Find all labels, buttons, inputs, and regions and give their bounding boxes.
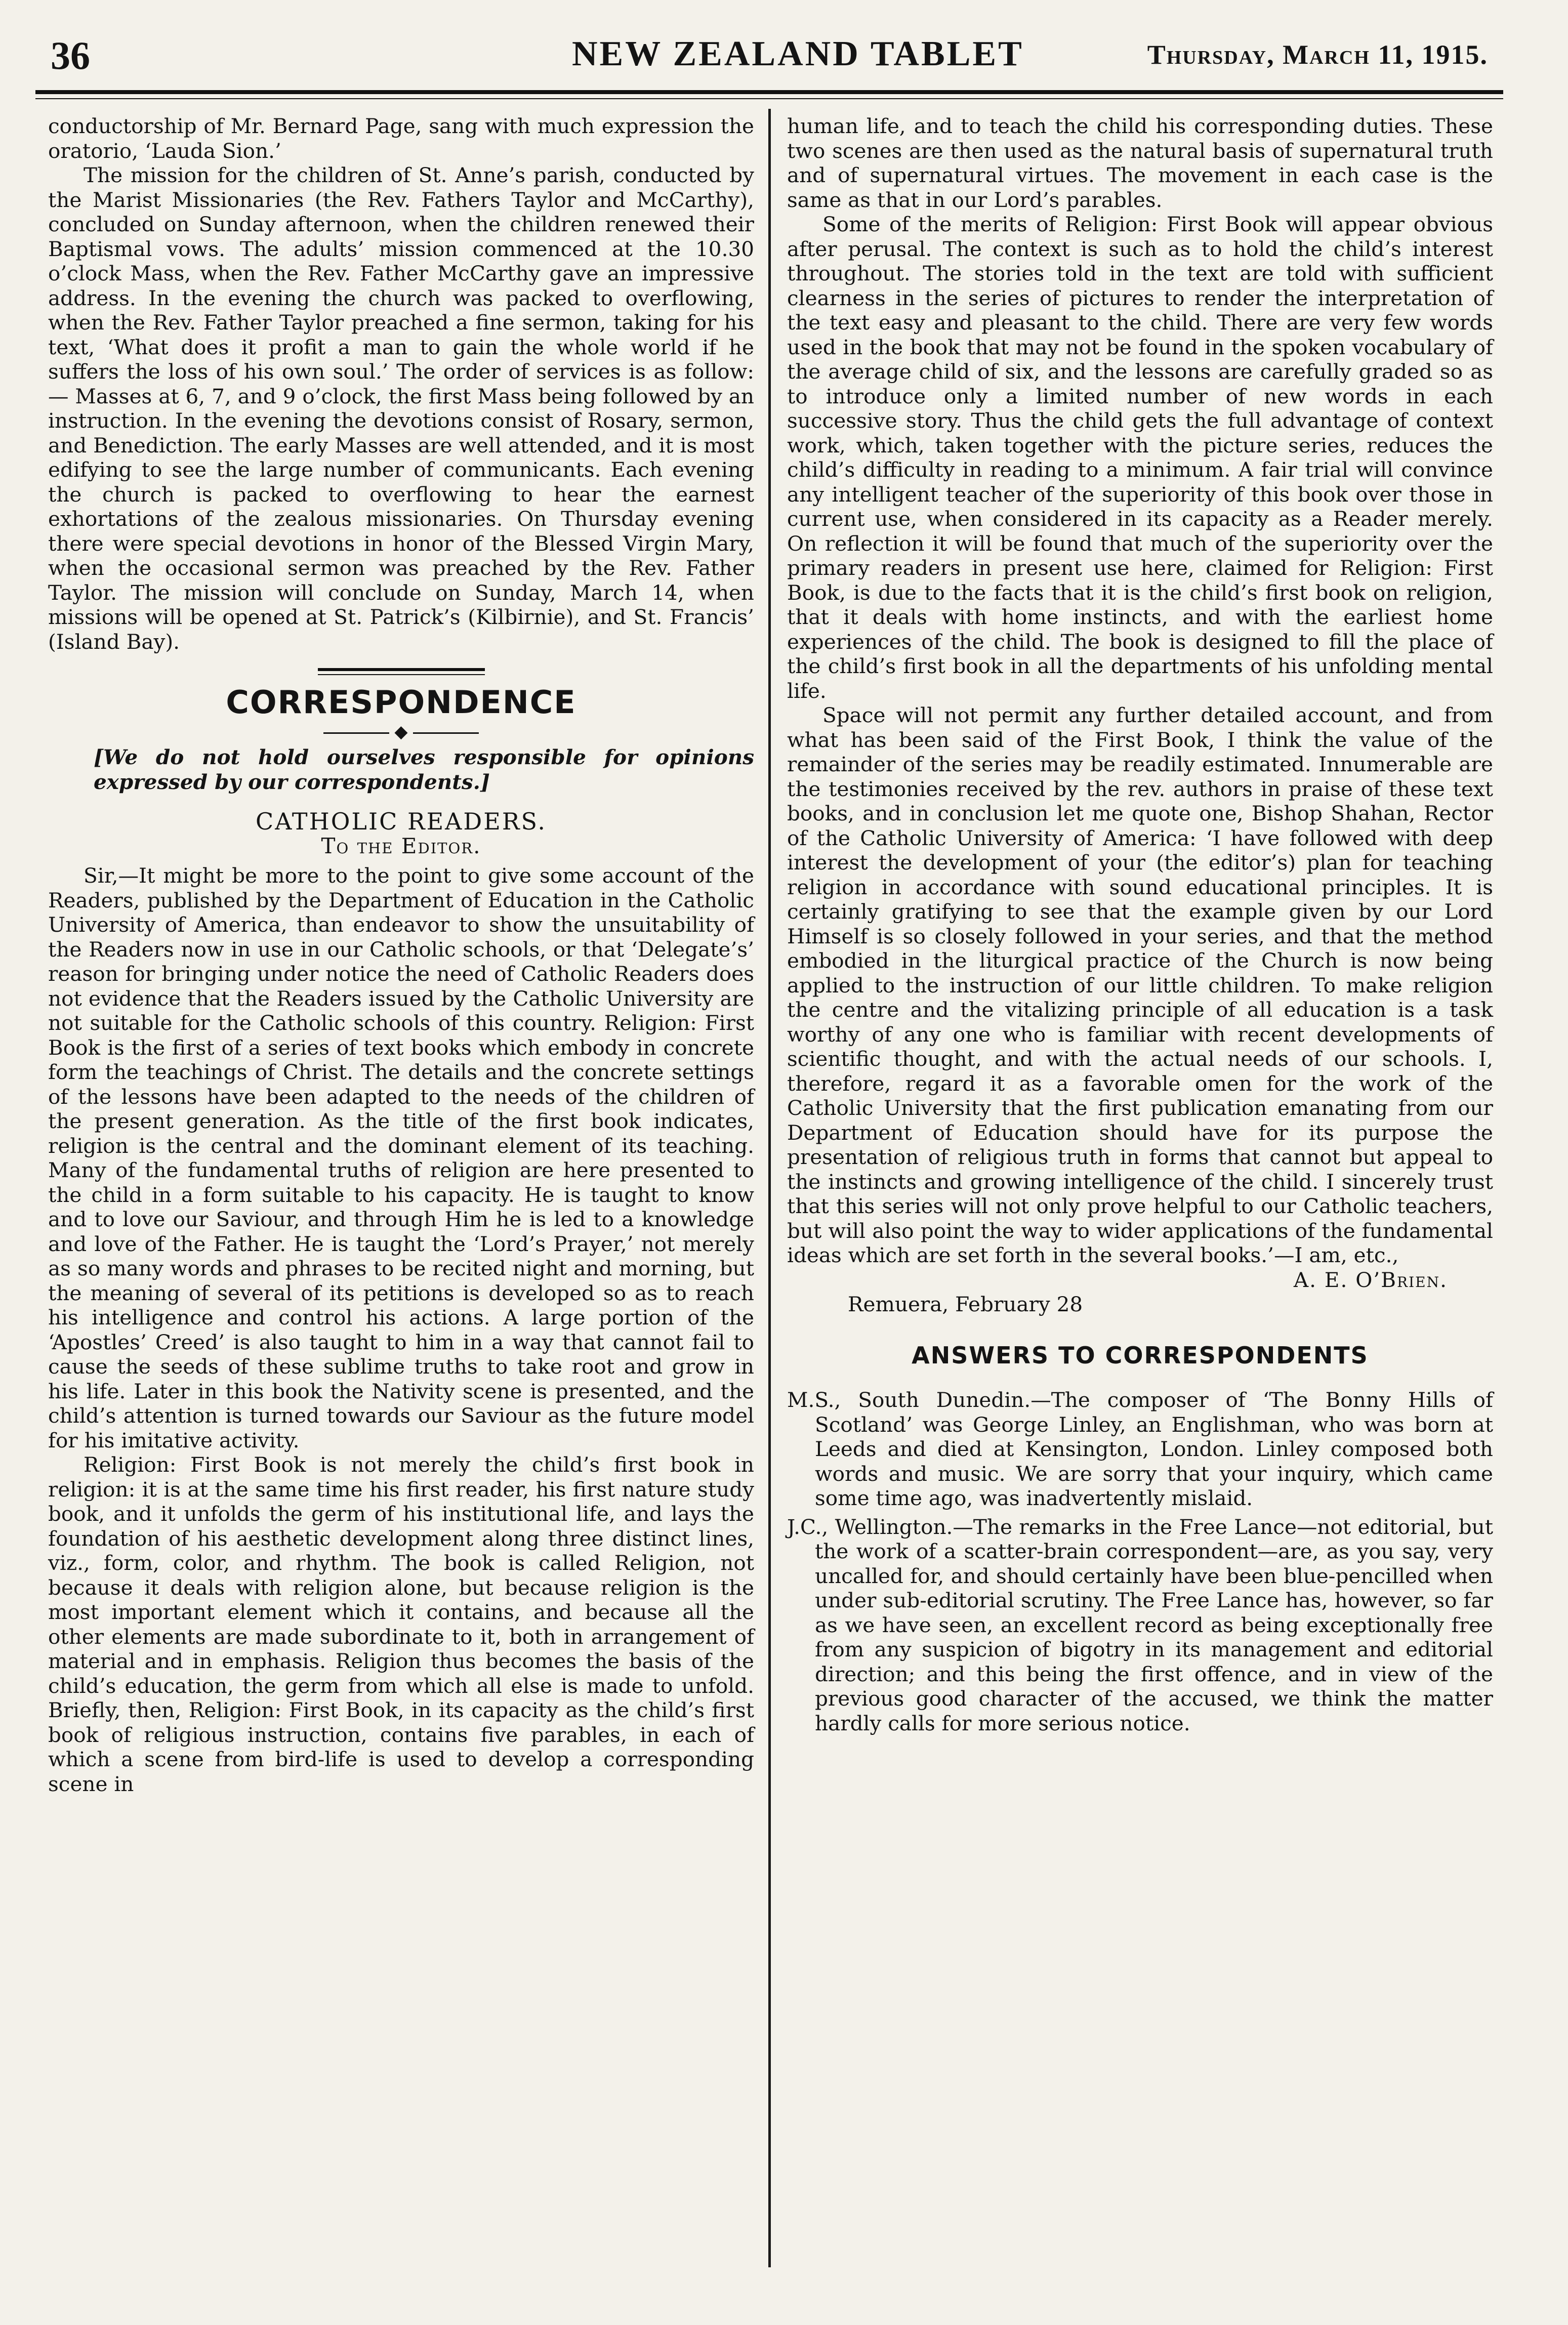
paragraph-continued: conductorship of Mr. Bernard Page, sang with much expression the oratorio, ‘Lauda Sion.’ [48, 114, 754, 163]
letter-paragraph: Religion: First Book is not merely the child’s first book in religion: it is at the same time his first reader, his first nature study book, and it unfolds the germ of his institutional life, and lays the foundation of his aesthetic development along three distinct lines, viz., form, color, and rhythm. The book is called Religion, not because it deals with religion alone, but because religion is the most important element which it contains, and because all the other elements are made subordinate to it, both in arrangement of material and in emphasis. Religion thus becomes the basis of the child’s education, the germ from which all else is made to unfold. Briefly, then, Religion: First Book, in its capacity as the child’s first book of religious instruction, contains five parables, in each of which a scene from bird-life is used to develop a corresponding scene in [48, 1452, 754, 1796]
page-number: 36 [51, 33, 90, 77]
column-divider [768, 109, 771, 2267]
issue-date: Thursday, March 11, 1915. [1147, 39, 1488, 70]
letter-paragraph-continued: human life, and to teach the child his corresponding duties. These two scenes are then used as the natural basis of supernatural truth and of supernatural virtues. The movement in each case is the same as that in our Lord’s parables. [787, 114, 1493, 212]
masthead [35, 28, 1503, 89]
section-rule [318, 668, 485, 675]
letter-title: CATHOLIC READERS. [256, 808, 547, 835]
diamond-icon: ◆ [394, 722, 408, 742]
paper-name: NEW ZEALAND TABLET [572, 34, 1024, 73]
letter-place-date: Remuera, February 28 [848, 1292, 1083, 1316]
correspondence-heading: CORRESPONDENCE [226, 684, 576, 721]
letter-paragraph: Space will not permit any further detailed account, and from what has been said of the First Book, I think the value of the remainder of the series may be readily estimated. Innumerable are the testimonies received by the rev. authors in praise of these text books, and in conclusion let me quote one, Bishop Shahan, Rector of the Catholic University of America: ‘I have followed with deep interest the development of your (the editor’s) plan for teaching religion in accordance with sound educational principles. It is certainly gratifying to see that the example given by our Lord Himself is so closely followed in your series, and that the method embodied in the liturgical practice of the Church is now being applied to the instruction of our little children. To make religion the centre and the vitalizing principle of all education is a task worthy of any one who is familiar with recent developments of scientific thought, and with the actual needs of our schools. I, therefore, regard it as a favorable omen for the work of the Catholic University that the first publication emanating from our Department of Education should have for its purpose the presentation of religious truth in forms that cannot but appeal to the instincts and growing intelligence of the child. I sincerely trust that this series will not only prove helpful to our Catholic teachers, but will also point the way to wider applications of the fundamental ideas which are set forth in the several books.’—I am, etc., [787, 703, 1493, 1267]
paragraph-mission: The mission for the children of St. Anne’s parish, conducted by the Marist Missionaries (the Rev. Fathers Taylor and McCarthy), concluded on Sunday afternoon, when the children renewed their Baptismal vows. The adults’ mission commenced at the 10.30 o’clock Mass, when the Rev. Father McCarthy gave an impressive address. In the evening the church was packed to overflowing, when the Rev. Father Taylor preached a fine sermon, taking for his text, ‘What does it profit a man to gain the whole world if he suffers the loss of his own soul.’ The order of services is as follow:— Masses at 6, 7, and 9 o’clock, the first Mass being followed by an instruction. In the evening the devotions consist of Rosary, sermon, and Benediction. The early Masses are well attended, and it is most edifying to see the large number of communicants. Each evening the church is packed to overflowing to hear the earnest exhortations of the zealous missionaries. On Thursday evening there were special devotions in honor of the Blessed Virgin Mary, when the occasional sermon was preached by the Rev. Father Taylor. The mission will conclude on Sunday, March 14, when missions will be opened at St. Patrick’s (Kilbirnie), and St. Francis’ (Island Bay). [48, 163, 754, 654]
ornament-divider [48, 723, 754, 741]
letter-paragraph: Sir,—It might be more to the point to give some account of the Readers, published by the Department of Education in the Catholic University of America, than endeavor to show the unsuitability of the Readers now in use in our Catholic schools, or that ‘Delegate’s’ reason for bringing under notice the need of Catholic Readers does not evidence that the Readers issued by the Catholic University are not suitable for the Catholic schools of this country. Religion: First Book is the first of a series of text books which embody in concrete form the teachings of Christ. The details and the concrete settings of the lessons have been adapted to the needs of the children of the present generation. As the title of the first book indicates, religion is the central and the dominant element of its teaching. Many of the fundamental truths of religion are here presented to the child in a form suitable to his capacity. He is taught to know and to love our Saviour, and through Him he is led to a knowledge and love of the Father. He is taught the ‘Lord’s Prayer,’ not merely as so many words and phrases to be recited night and morning, but the meaning of several of its petitions is developed so as to reach his intelligence and control his actions. A large portion of the ‘Apostles’ Creed’ is also taught to him in a way that cannot fail to cause the seeds of these sublime truths to take root and grow in his life. Later in this book the Nativity scene is presented, and the child’s attention is turned towards our Saviour as the future model for his imitative activity. [48, 863, 754, 1452]
right-column [787, 114, 1493, 1737]
letter-signature: A. E. O’Brien. [1293, 1267, 1448, 1292]
letter-paragraph: Some of the merits of Religion: First Book will appear obvious after perusal. The context is such as to hold the child’s interest throughout. The stories told in the text are told with sufficient clearness in the series of pictures to render the interpretation of the text easy and pleasant to the child. There are very few words used in the book that may not be found in the spoken vocabulary of the average child of six, and the lessons are carefully graded so as to introduce only a limited number of new words in each successive story. Thus the child gets the full advantage of context work, which, taken together with the picture series, reduces the child’s difficulty in reading to a minimum. A fair trial will convince any intelligent teacher of the superiority of this book over those in current use, when considered in its capacity as a Reader merely. On reflection it will be found that much of the superiority over the primary readers in present use here, claimed for Religion: First Book, is due to the facts that it is the child’s first book on religion, that it deals with home instincts, and with the earliest home experiences of the child. The book is designed to fill the place of the child’s first book in all the departments of his unfolding mental life. [787, 212, 1493, 703]
answer-item: J.C., Wellington.—The remarks in the Free Lance—not editorial, but the work of a scatter-brain correspondent—are, as you say, very uncalled for, and should certainly have been blue-pencilled when under sub-editorial scrutiny. The Free Lance has, however, so far as we have seen, an excellent record as being exceptionally free from any suspicion of bigotry in its management and editorial direction; and this being the first offence, and in view of the previous good character of the accused, we think the matter hardly calls for more serious notice. [787, 1514, 1493, 1735]
editorial-disclaimer: [We do not hold ourselves responsible for opinions expressed by our correspondents.] [94, 745, 754, 794]
masthead-rule-thin [35, 98, 1503, 99]
left-column [48, 114, 754, 1796]
answer-item: M.S., South Dunedin.—The composer of ‘The Bonny Hills of Scotland’ was George Linley, an Englishman, who was born at Leeds and died at Kensington, London. Linley composed both words and music. We are sorry that your inquiry, which came some time ago, was inadvertently mislaid. [787, 1388, 1493, 1510]
answers-heading: ANSWERS TO CORRESPONDENTS [912, 1341, 1369, 1369]
letter-salutation-header: To the Editor. [321, 833, 481, 858]
masthead-rule [35, 90, 1503, 94]
